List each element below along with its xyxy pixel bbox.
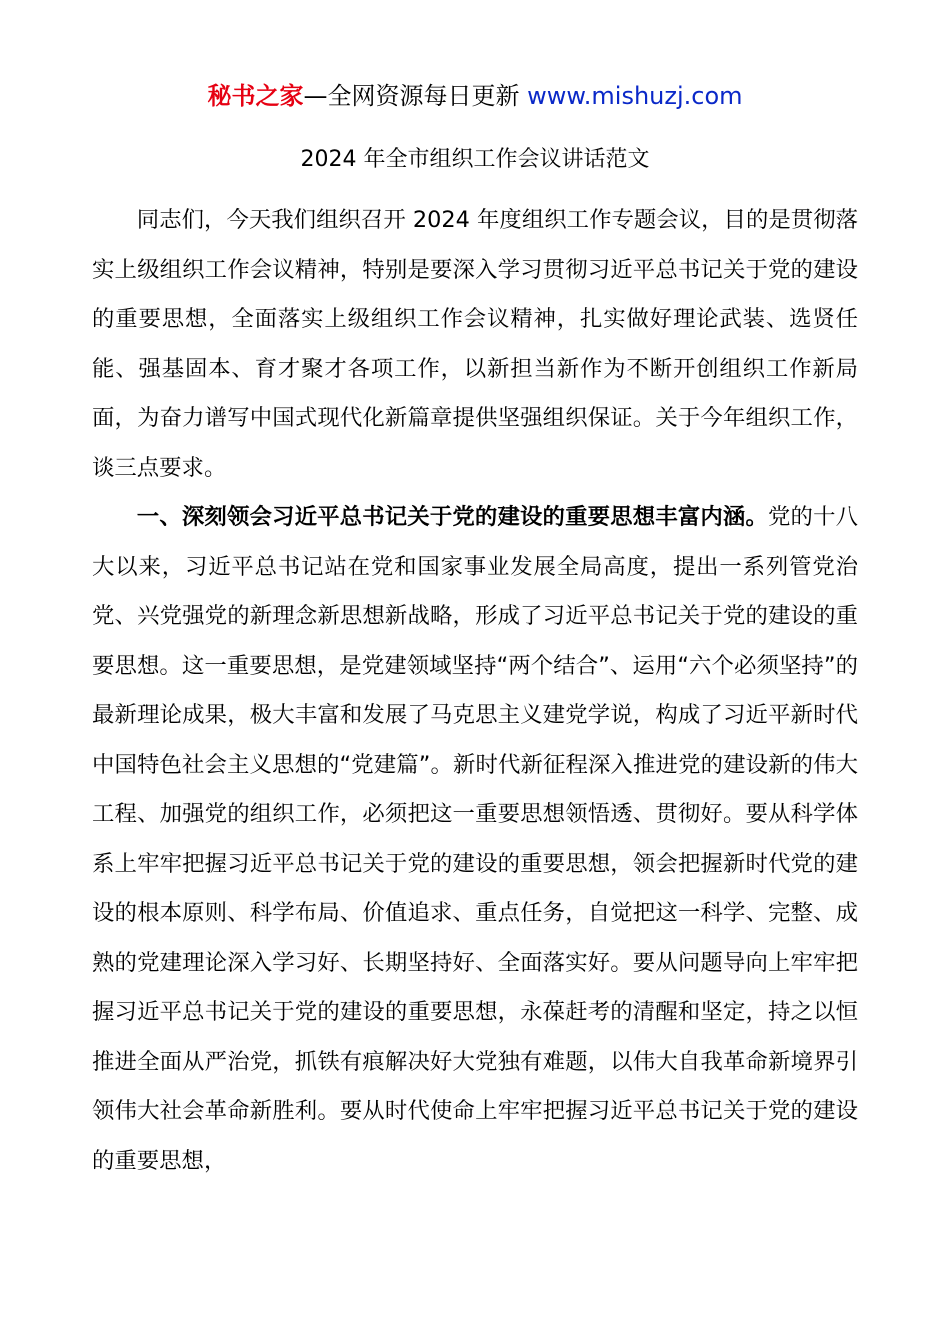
document-title: 2024 年全市组织工作会议讲话范文 [300,147,650,172]
document-body [92,196,858,1186]
brand-name: 秘书之家 [207,82,304,110]
paragraph-intro [92,196,858,493]
header-tagline: —全网资源每日更新 [303,82,528,110]
section-heading: 一、深刻领会习近平总书记关于党的建设的重要思想丰富内涵。 [136,504,768,530]
site-header [0,78,950,114]
paragraph-section-1 [92,493,858,1186]
site-url-link[interactable]: www.mishuzj.com [527,82,743,110]
paragraph-text: 同志们，今天我们组织召开 2024 年度组织工作专题会议，目的是贯彻落实上级组织工作会议精神，特别是要深入学习贯彻习近平总书记关于党的建设的重要思想，全面落实上级组织工作会议精神，扎实做好理论武装、选贤任能、强基固本、育才聚才各项工作，以新担当新作为不断开创组织工作新局面，为奋力谱写中国式现代化新篇章提供坚强组织保证。关于今年组织工作，谈三点要求。 [92,207,858,481]
paragraph-text: 党的十八大以来，习近平总书记站在党和国家事业发展全局高度，提出一系列管党治党、兴党强党的新理念新思想新战略，形成了习近平总书记关于党的建设的重要思想。这一重要思想，是党建领域坚持“两个结合”、运用“六个必须坚持”的最新理论成果，极大丰富和发展了马克思主义建党学说，构成了习近平新时代中国特色社会主义思想的“党建篇”。新时代新征程深入推进党的建设新的伟大工程、加强党的组织工作，必须把这一重要思想领悟透、贯彻好。要从科学体系上牢牢把握习近平总书记关于党的建设的重要思想，领会把握新时代党的建设的根本原则、科学布局、价值追求、重点任务，自觉把这一科学、完整、成熟的党建理论深入学习好、长期坚持好、全面落实好。要从问题导向上牢牢把握习近平总书记关于党的建设的重要思想，永葆赶考的清醒和坚定，持之以恒推进全面从严治党，抓铁有痕解决好大党独有难题，以伟大自我革命新境界引领伟大社会革命新胜利。要从时代使命上牢牢把握习近平总书记关于党的建设的重要思想， [92,504,859,1174]
